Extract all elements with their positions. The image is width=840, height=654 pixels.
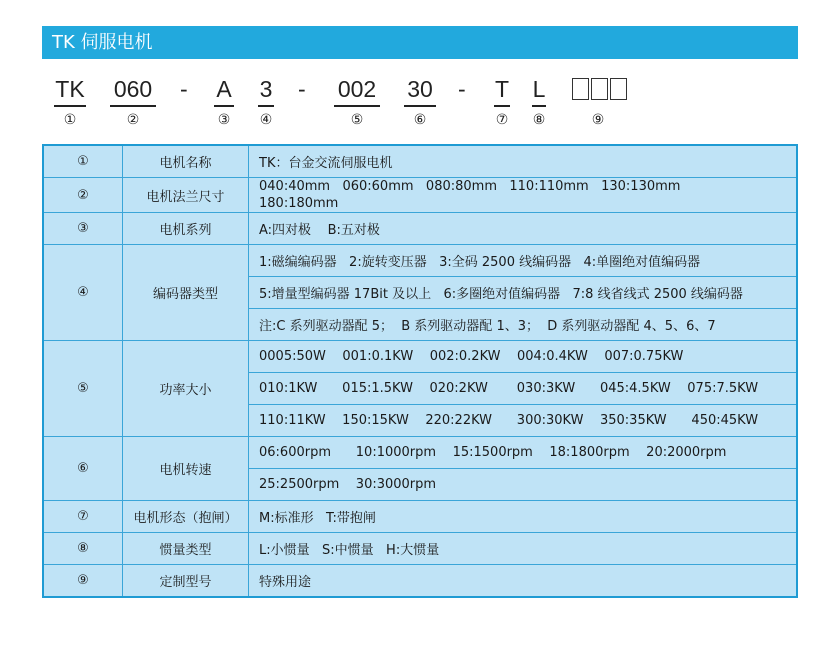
row-name: 电机转速 [123, 437, 249, 501]
row-value: L:小惯量 S:中惯量 H:大惯量 [249, 533, 798, 565]
row-value: 5:增量型编码器 17Bit 及以上 6:多圈绝对值编码器 7:8 线省线式 2500 线编码器 [249, 277, 798, 309]
row-number: ③ [43, 213, 123, 245]
model-code-breakdown [0, 72, 840, 136]
row-name: 电机系列 [123, 213, 249, 245]
row-value: 特殊用途 [249, 565, 798, 598]
row-value: 1:磁编编码器 2:旋转变压器 3:全码 2500 线编码器 4:单圈绝对值编码器 [249, 245, 798, 277]
table-row [43, 213, 797, 245]
code-segment-flange: 060 [110, 74, 156, 107]
table-row [43, 245, 797, 277]
row-name: 电机名称 [123, 145, 249, 178]
spec-table [42, 144, 798, 598]
code-segment-power: 002 [334, 74, 380, 107]
code-segment-speed: 30 [404, 74, 436, 107]
row-number: ⑦ [43, 501, 123, 533]
marker-3: ③ [217, 112, 231, 128]
code-segment-motor-series: A [214, 74, 234, 107]
row-number: ⑥ [43, 437, 123, 501]
code-segment-inertia: L [532, 74, 546, 107]
marker-1: ① [63, 112, 77, 128]
row-value: A:四对极 B:五对极 [249, 213, 798, 245]
row-name: 编码器类型 [123, 245, 249, 341]
custom-code-boxes [572, 78, 627, 100]
code-segment-encoder: 3 [258, 74, 274, 107]
marker-4: ④ [259, 112, 273, 128]
table-row [43, 533, 797, 565]
row-number: ⑤ [43, 341, 123, 437]
table-row [43, 178, 797, 213]
row-number: ④ [43, 245, 123, 341]
row-value: 25:2500rpm 30:3000rpm [249, 469, 798, 501]
table-row [43, 501, 797, 533]
row-value: 110:11KW 150:15KW 220:22KW 300:30KW 350:35KW 450:45KW [249, 405, 798, 437]
row-value: TK：台金交流伺服电机 [249, 145, 798, 178]
custom-code-box [591, 78, 608, 100]
row-number: ② [43, 178, 123, 213]
row-value: 040:40mm 060:60mm 080:80mm 110:110mm 130:130mm 180:180mm [249, 178, 798, 213]
code-separator: - [458, 76, 466, 102]
table-row [43, 145, 797, 178]
table-row [43, 565, 797, 598]
code-separator: - [298, 76, 306, 102]
row-value: 010:1KW 015:1.5KW 020:2KW 030:3KW 045:4.5KW 075:7.5KW [249, 373, 798, 405]
row-name: 电机形态（抱闸） [123, 501, 249, 533]
row-name: 功率大小 [123, 341, 249, 437]
table-row [43, 341, 797, 373]
marker-9: ⑨ [591, 112, 605, 128]
marker-7: ⑦ [495, 112, 509, 128]
marker-6: ⑥ [413, 112, 427, 128]
code-segment-series: TK [54, 74, 86, 107]
table-row [43, 437, 797, 469]
row-number: ⑧ [43, 533, 123, 565]
page-title: TK 伺服电机 [42, 26, 798, 59]
row-number: ① [43, 145, 123, 178]
row-number: ⑨ [43, 565, 123, 598]
row-value: 0005:50W 001:0.1KW 002:0.2KW 004:0.4KW 007:0.75KW [249, 341, 798, 373]
row-value: 06:600rpm 10:1000rpm 15:1500rpm 18:1800rpm 20:2000rpm [249, 437, 798, 469]
row-value: M:标准形 T:带抱闸 [249, 501, 798, 533]
row-value: 注:C 系列驱动器配 5； B 系列驱动器配 1、3； D 系列驱动器配 4、5、6、7 [249, 309, 798, 341]
marker-2: ② [126, 112, 140, 128]
custom-code-box [610, 78, 627, 100]
code-segment-brake: T [494, 74, 510, 107]
row-name: 电机法兰尺寸 [123, 178, 249, 213]
custom-code-box [572, 78, 589, 100]
row-name: 惯量类型 [123, 533, 249, 565]
marker-5: ⑤ [350, 112, 364, 128]
row-name: 定制型号 [123, 565, 249, 598]
marker-8: ⑧ [532, 112, 546, 128]
code-separator: - [180, 76, 188, 102]
